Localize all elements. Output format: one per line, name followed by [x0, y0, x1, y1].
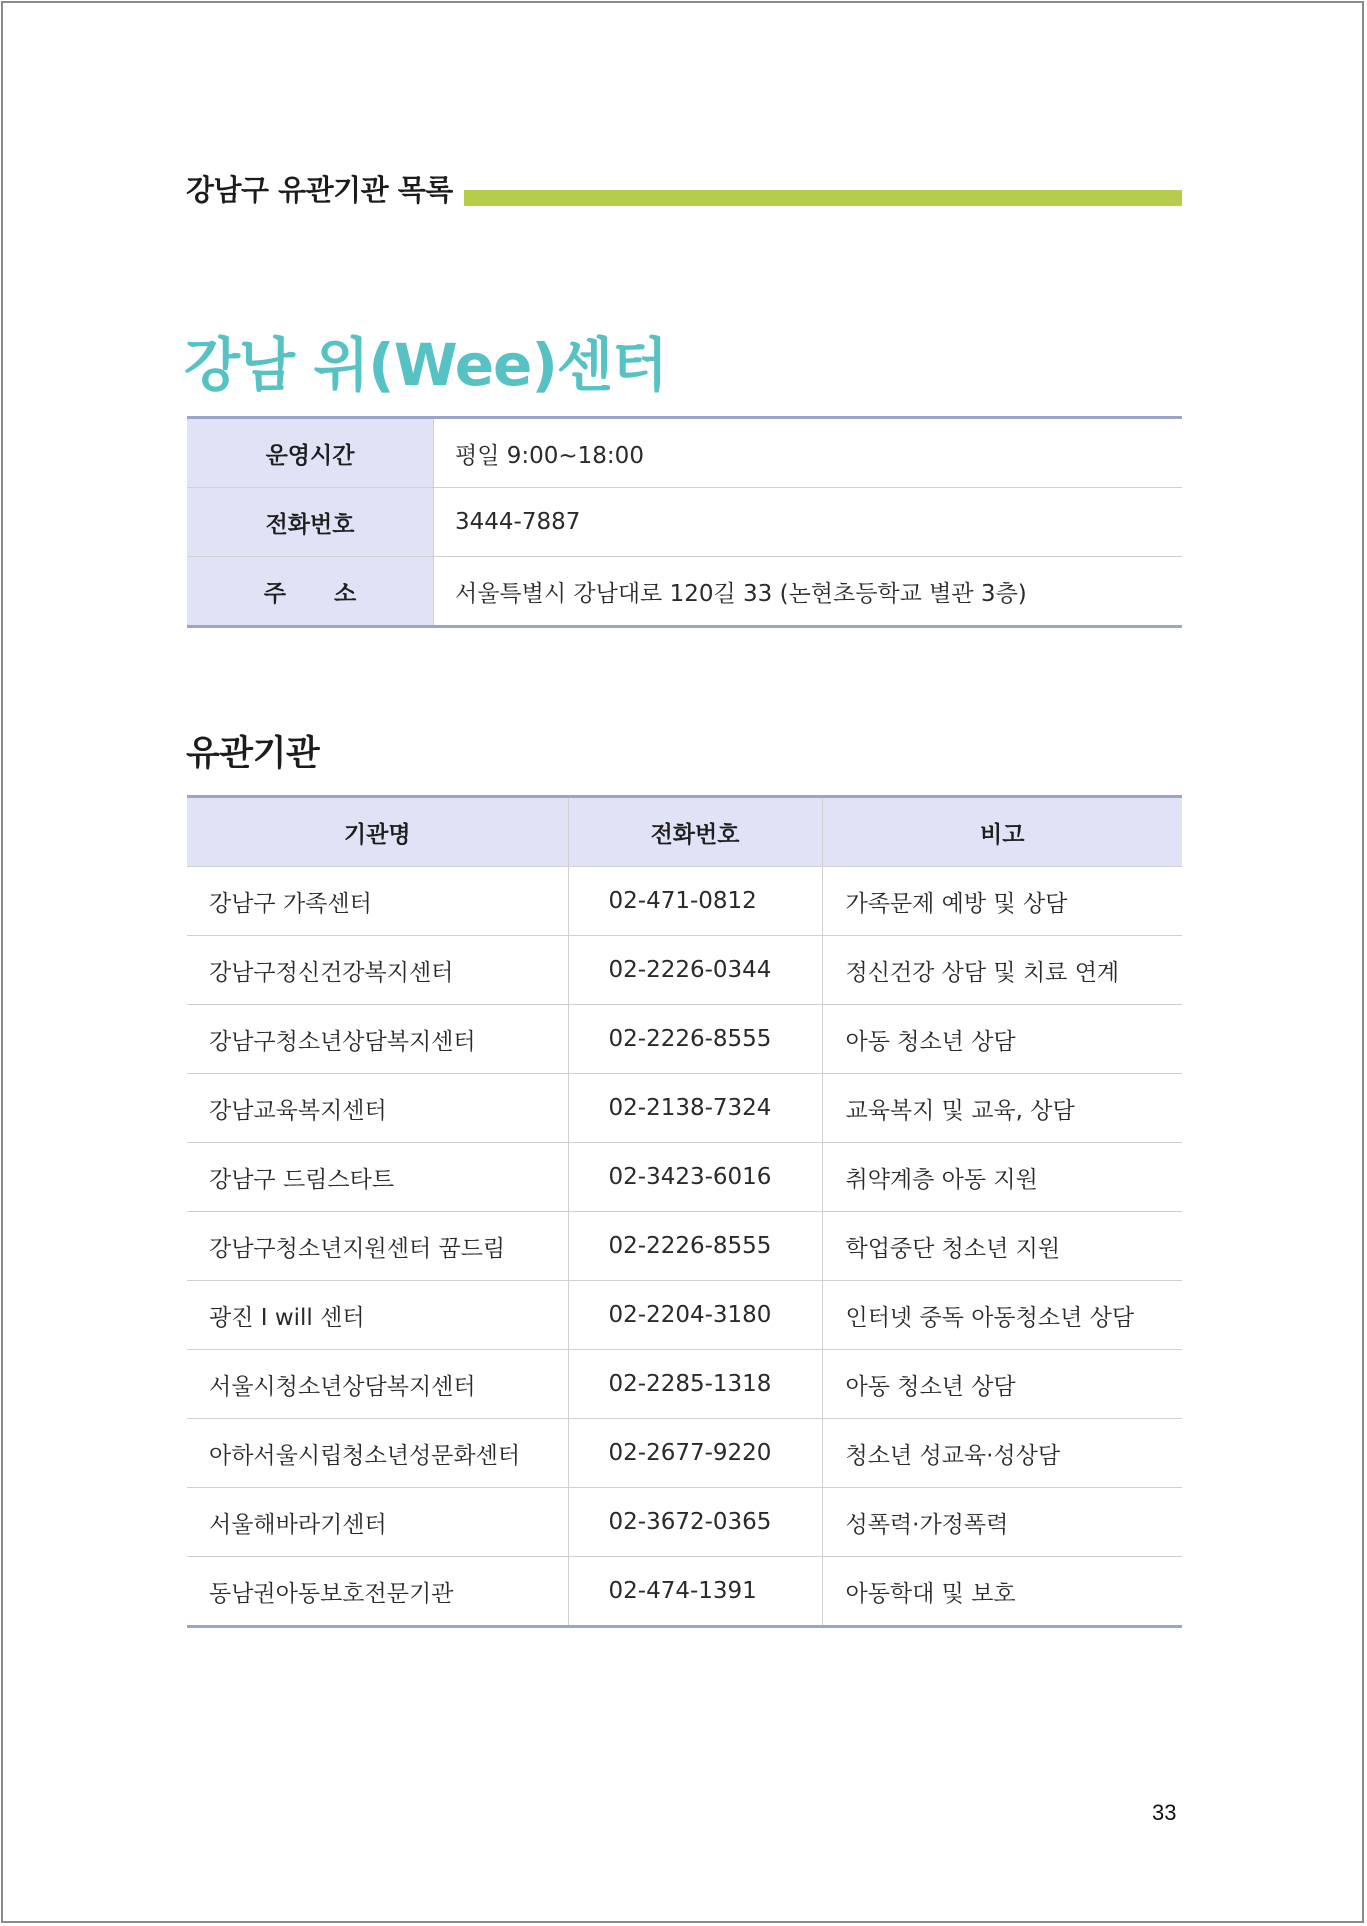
org-name-cell: 아하서울시립청소년성문화센터 [187, 1419, 568, 1488]
org-name-cell: 서울시청소년상담복지센터 [187, 1350, 568, 1419]
table-row [187, 1350, 1182, 1419]
center-info-table [187, 416, 1182, 628]
table-row [187, 1212, 1182, 1281]
org-name-cell: 강남구 드림스타트 [187, 1143, 568, 1212]
org-note-cell: 가족문제 예방 및 상담 [822, 867, 1182, 936]
org-note-cell: 취약계층 아동 지원 [822, 1143, 1182, 1212]
org-phone-cell: 02-2677-9220 [568, 1419, 822, 1488]
table-header-row [187, 797, 1182, 867]
org-phone-cell: 02-2226-8555 [568, 1005, 822, 1074]
org-phone-cell: 02-2285-1318 [568, 1350, 822, 1419]
table-row [187, 1488, 1182, 1557]
related-orgs-title: 유관기관 [186, 734, 320, 774]
info-label: 운영시간 [187, 418, 434, 488]
org-phone-cell: 02-2226-0344 [568, 936, 822, 1005]
section-accent-bar [464, 190, 1182, 206]
table-body [187, 867, 1182, 1627]
table-row [187, 1005, 1182, 1074]
org-name-cell: 광진 I will 센터 [187, 1281, 568, 1350]
info-row-address [187, 557, 1182, 627]
org-note-cell: 아동학대 및 보호 [845, 1580, 1016, 1607]
org-name-cell: 강남교육복지센터 [187, 1074, 568, 1143]
org-name-cell: 서울해바라기센터 [187, 1488, 568, 1557]
org-phone-cell: 02-471-0812 [568, 867, 822, 936]
org-note-cell: 학업중단 청소년 지원 [822, 1212, 1182, 1281]
table-row [187, 1143, 1182, 1212]
column-header-name: 기관명 [187, 797, 568, 867]
info-label: 전화번호 [187, 488, 434, 557]
section-title: 강남구 유관기관 목록 [186, 173, 453, 207]
table-row [187, 867, 1182, 936]
org-phone-cell: 02-3672-0365 [568, 1488, 822, 1557]
table-row [187, 936, 1182, 1005]
org-note-cell: 성폭력·가정폭력 [822, 1488, 1182, 1557]
org-phone-cell: 02-2204-3180 [568, 1281, 822, 1350]
org-name-cell: 강남구청소년상담복지센터 [187, 1005, 568, 1074]
table-row [187, 1074, 1182, 1143]
org-name-cell: 강남구 가족센터 [187, 867, 568, 936]
info-value: 평일 9:00~18:00 [434, 418, 1183, 488]
org-phone-cell: 02-2138-7324 [568, 1074, 822, 1143]
column-header-phone: 전화번호 [568, 797, 822, 867]
column-header-note: 비고 [822, 797, 1182, 867]
org-phone-cell: 02-3423-6016 [568, 1143, 822, 1212]
org-note-cell: 청소년 성교육·성상담 [822, 1419, 1182, 1488]
info-value: 서울특별시 강남대로 120길 33 (논현초등학교 별관 3층) [455, 580, 1027, 607]
org-note-cell: 교육복지 및 교육, 상담 [822, 1074, 1182, 1143]
org-name-cell: 강남구정신건강복지센터 [187, 936, 568, 1005]
org-note-cell: 정신건강 상담 및 치료 연계 [822, 936, 1182, 1005]
center-title: 강남 위(Wee)센터 [184, 331, 667, 399]
table-row [187, 1557, 1182, 1627]
page-number: 33 [1152, 1800, 1177, 1825]
info-label: 주 소 [187, 557, 434, 627]
org-name-cell: 동남권아동보호전문기관 [187, 1557, 568, 1627]
org-phone-cell: 02-474-1391 [568, 1557, 822, 1627]
org-name-cell: 강남구청소년지원센터 꿈드림 [187, 1212, 568, 1281]
info-row-phone [187, 488, 1182, 557]
related-orgs-table [187, 795, 1182, 1628]
info-value: 3444-7887 [434, 488, 1183, 557]
org-phone-cell: 02-2226-8555 [568, 1212, 822, 1281]
org-note-cell: 인터넷 중독 아동청소년 상담 [822, 1281, 1182, 1350]
org-note-cell: 아동 청소년 상담 [822, 1350, 1182, 1419]
org-note-cell: 아동 청소년 상담 [822, 1005, 1182, 1074]
section-header [186, 168, 1182, 212]
table-row [187, 1419, 1182, 1488]
info-row-hours [187, 418, 1182, 488]
table-row [187, 1281, 1182, 1350]
